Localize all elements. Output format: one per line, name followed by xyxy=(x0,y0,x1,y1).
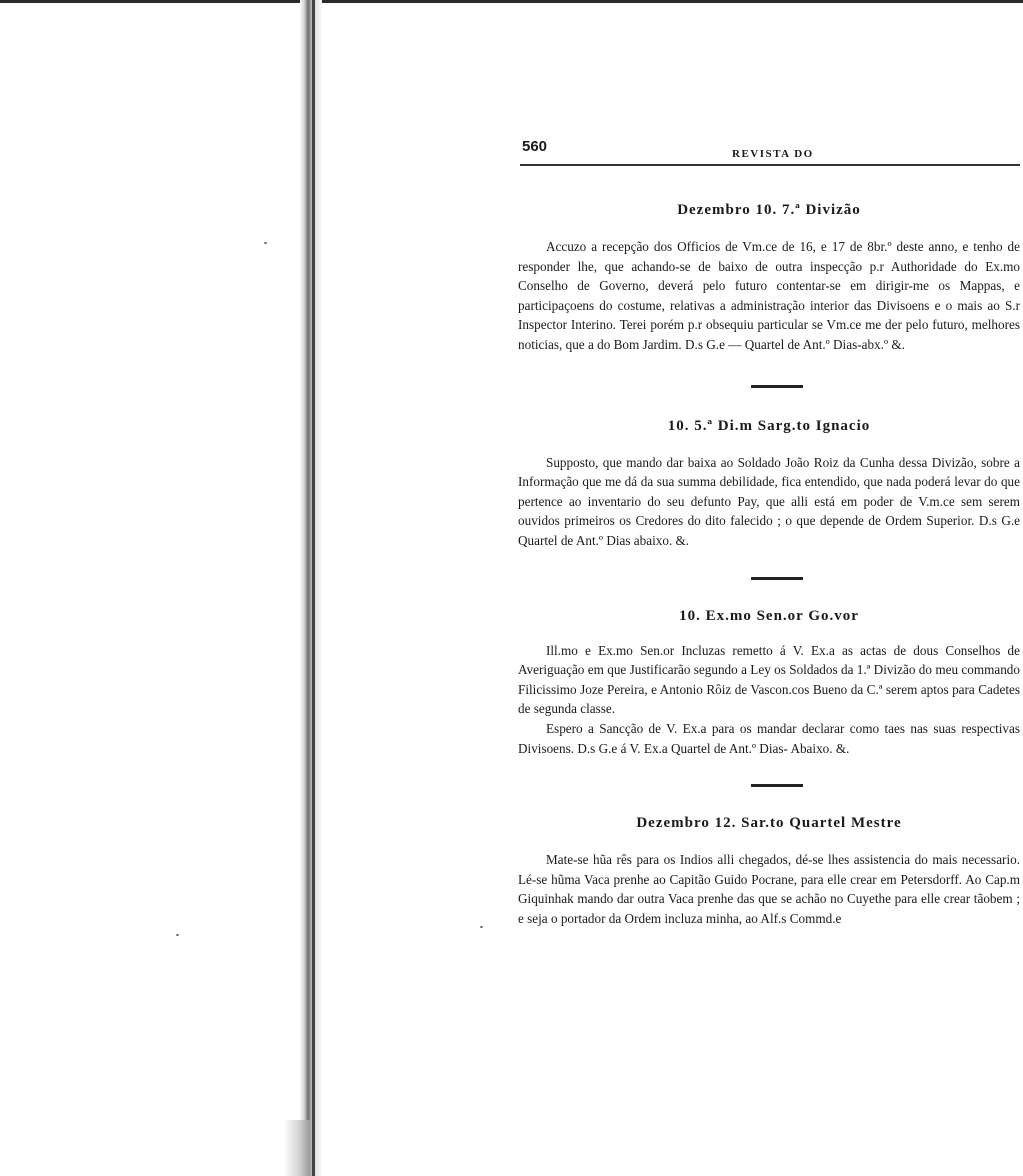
scan-speck xyxy=(176,934,179,936)
entry-heading: Dezembro 10. 7.ª Divizão xyxy=(677,202,861,218)
book-gutter-lower-shadow xyxy=(284,1120,310,1176)
entry-body xyxy=(510,641,1020,759)
scan-speck xyxy=(264,242,267,244)
entry-paragraph: Ill.mo e Ex.mo Sen.or Incluzas remetto á V. Ex.a as actas de dous Conselhos de Averiguação em que Justificarão segundo a Ley os Soldados da 1.ª Divizão do meu commando Filicissimo Joze Pereira, e Antonio Rôiz de Vascon.cos Bueno da C.ª serem aptos para Cadetes de segunda classe. xyxy=(518,642,1020,717)
running-header xyxy=(510,130,1020,166)
section-separator xyxy=(751,385,803,388)
entry-paragraph: Mate-se hũa rês para os Indios alli chegados, dé-se lhes assistencia do mais necessario. Lé-se hũma Vaca prenhe ao Capitão Guido Pocrane, para elle crear em Petersdorff. Ao Cap.m Giquinhak mando dar outra Vaca prenhe das que se achão no Cuyethe para elle crear tãobem ; e seja o portador da Ordem incluza minha, ao Alf.s Commd.e xyxy=(518,852,1020,926)
book-page xyxy=(510,130,1020,928)
book-gutter-shadow xyxy=(300,0,322,1176)
entry-heading: 10. 5.ª Di.m Sarg.to Ignacio xyxy=(667,417,871,434)
scan-top-edge xyxy=(0,0,1023,3)
section-separator xyxy=(751,577,803,580)
entry-paragraph: Espero a Sancção de V. Ex.a para os mandar declarar como taes nas suas respectivas Divisoens. D.s G.e á V. Ex.a Quartel de Ant.º Dias- Abaixo. &. xyxy=(518,720,1020,756)
entry-paragraph: Accuzo a recepção dos Officios de Vm.ce de 16, e 17 de 8br.º deste anno, e tenho de responder lhe, que achando-se de baixo de outra inspecção p.r Authoridade do Ex.mo Conselho de Governo, deverá pelo futuro contentar-se em dirigir-me os Mappas, e participaçoens do costume, relativas a administração interior das Divisoens e o mais ao S.r Inspector Interino. Terei porém p.r obsequiu particular se Vm.ce me der pelo futuro, melhores noticias, que a do Bom Jardim. D.s G.e — Quartel de Ant.º Dias-abx.º &. xyxy=(518,239,1020,352)
book-gutter-fold xyxy=(312,0,315,1176)
entry-body xyxy=(510,237,1020,355)
page-number: 560 xyxy=(522,138,548,155)
entry-heading: 10. Ex.mo Sen.or Go.vor xyxy=(679,607,859,624)
entry-body xyxy=(510,453,1020,551)
scan-speck xyxy=(480,926,483,928)
entry-paragraph: Supposto, que mando dar baixa ao Soldado João Roiz da Cunha dessa Divizão, sobre a Informação que me dá da sua summa debilidade, fica entendido, que nada poderá levar do que pertence ao inventario do seu defunto Pay, que alli está em poder de V.m.ce sem serem ouvidos primeiros os Credores do dito falecido ; o que depende de Ordem Superior. D.s G.e Quartel de Ant.º Dias abaixo. &. xyxy=(518,454,1020,548)
entry-body xyxy=(510,850,1020,928)
section-separator xyxy=(751,784,803,787)
entry-heading: Dezembro 12. Sar.to Quartel Mestre xyxy=(636,815,902,832)
running-title: REVISTA DO xyxy=(732,148,814,160)
header-rule xyxy=(520,164,1020,166)
